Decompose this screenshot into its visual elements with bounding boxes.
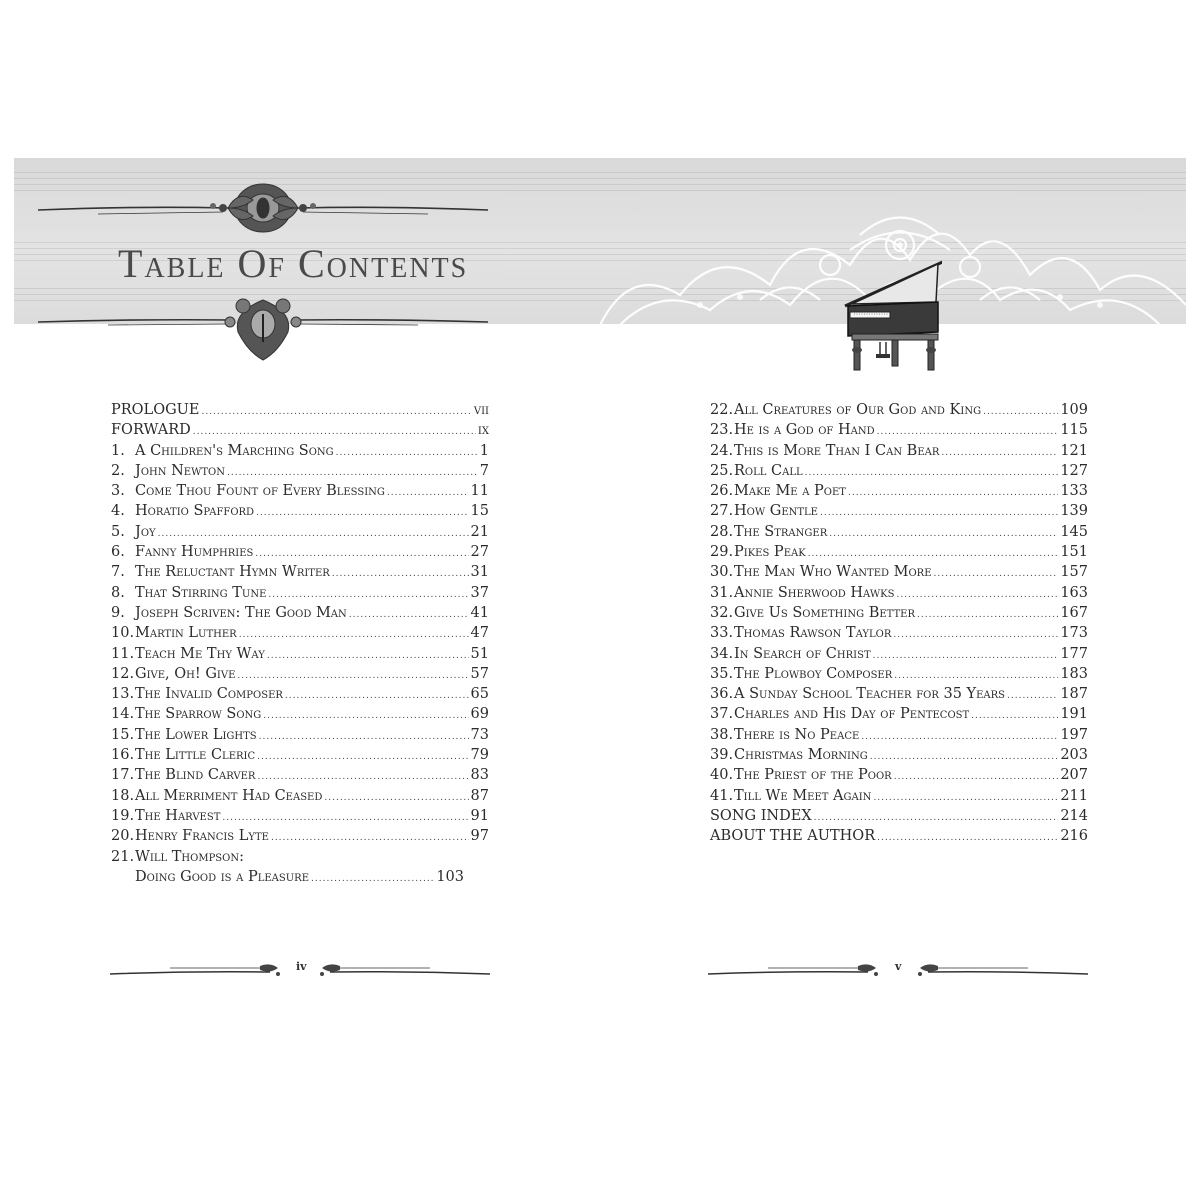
toc-entry[interactable] [710,420,1088,440]
dot-leader [257,747,468,767]
dot-leader [349,605,469,625]
toc-entry[interactable] [111,765,489,785]
toc-entry-title: A Children's Marching Song [135,442,334,459]
toc-entry-number: 28. [710,523,734,540]
toc-entry-page: 191 [1060,706,1088,723]
toc-entry[interactable] [710,481,1088,501]
toc-entry-number: 14. [111,706,135,723]
dot-leader [257,767,468,787]
toc-left-page [111,400,489,887]
toc-entry-title: Make Me a Poet [734,483,846,500]
toc-entry-page: 127 [1060,462,1088,479]
toc-entry-page: 103 [436,868,464,885]
toc-entry[interactable] [111,542,489,562]
dot-leader [1007,686,1058,706]
toc-entry-page: vii [473,402,489,418]
toc-entry[interactable] [710,806,1088,826]
toc-entry[interactable] [710,725,1088,745]
toc-entry-number: 22. [710,402,734,418]
toc-entry-number: 5. [111,523,125,540]
dot-leader [894,767,1059,787]
toc-entry-number: 30. [710,564,734,581]
dot-leader [877,828,1058,848]
toc-entry[interactable] [111,704,489,724]
toc-entry-title: Fanny Humphries [135,544,254,561]
dot-leader [263,706,468,726]
toc-entry-title: Will Thompson: [135,848,244,865]
dot-leader [870,747,1059,767]
dot-leader [814,808,1059,828]
toc-entry[interactable] [710,400,1088,420]
toc-entry-number: 10. [111,625,135,642]
toc-entry[interactable] [710,583,1088,603]
toc-entry-title: Henry Francis Lyte [135,828,269,845]
toc-entry-page: 214 [1060,807,1088,824]
dot-leader [311,869,434,889]
toc-entry-page: 65 [470,686,489,703]
toc-entry-number: 29. [710,544,734,561]
page-number-left: iv [296,960,307,973]
toc-entry-number: 23. [710,422,734,439]
toc-entry-page: 41 [470,604,489,621]
toc-entry[interactable] [111,522,489,542]
dot-leader [894,666,1058,686]
toc-entry-number: 24. [710,442,734,459]
toc-entry[interactable] [710,441,1088,461]
toc-entry-page: 203 [1060,747,1088,764]
dot-leader [877,422,1059,442]
toc-entry-title: All Merriment Had Ceased [135,787,323,804]
toc-entry-page: 177 [1060,645,1088,662]
toc-entry-page: 91 [470,807,489,824]
toc-entry[interactable] [710,664,1088,684]
toc-entry[interactable] [710,603,1088,623]
toc-entry[interactable] [710,684,1088,704]
toc-entry[interactable] [111,786,489,806]
filigree-ornament-icon [38,178,488,238]
dot-leader [227,463,478,483]
toc-entry-title: Annie Sherwood Hawks [734,584,895,601]
page-number-right: v [895,960,902,973]
toc-entry[interactable] [111,501,489,521]
toc-entry[interactable] [111,745,489,765]
toc-entry-number: 34. [710,645,734,662]
toc-entry-page: 87 [470,787,489,804]
toc-entry-title: ABOUT THE AUTHOR [710,828,876,845]
dot-leader [971,706,1058,726]
toc-entry-number: 35. [710,665,734,682]
grand-piano-icon [842,258,942,374]
dot-leader [829,524,1058,544]
toc-entry-title: The Priest of the Poor [734,767,892,784]
toc-entry[interactable] [111,644,489,664]
toc-entry[interactable] [710,826,1088,846]
toc-entry-page: 151 [1060,544,1088,561]
toc-entry[interactable] [111,826,489,846]
toc-entry[interactable] [111,461,489,481]
toc-entry-number: 1. [111,442,125,459]
toc-entry-title: Teach Me Thy Way [135,645,265,662]
toc-entry-title: Give Us Something Better [734,604,916,621]
toc-entry[interactable] [710,501,1088,521]
dot-leader [259,727,469,747]
toc-entry-title: This is More Than I Can Bear [734,442,940,459]
toc-entry-number: 33. [710,625,734,642]
toc-entry-number: 2. [111,462,125,479]
toc-entry-page: 207 [1060,767,1088,784]
toc-entry-page: 11 [470,483,489,500]
toc-entry[interactable] [710,745,1088,765]
toc-entry-number: 20. [111,828,135,845]
toc-entry[interactable] [710,522,1088,542]
dot-leader [934,564,1059,584]
toc-entry[interactable] [710,461,1088,481]
toc-entry-title: Christmas Morning [734,747,868,764]
toc-entry-title: Come Thou Fount of Every Blessing [135,483,385,500]
toc-entry-page: 21 [470,523,489,540]
toc-entry-number: 26. [710,483,734,500]
toc-entry-number: 15. [111,726,135,743]
toc-entry-title: Martin Luther [135,625,237,642]
toc-entry-page: 79 [470,747,489,764]
toc-entry-page: 15 [470,503,489,520]
toc-entry-title: The Man Who Wanted More [734,564,932,581]
toc-entry-title: The Plowboy Composer [734,665,893,682]
toc-entry-title: There is No Peace [734,726,860,743]
toc-entry-number: 11. [111,645,135,662]
toc-entry[interactable] [111,420,489,440]
dot-leader [808,544,1059,564]
toc-entry[interactable] [111,664,489,684]
toc-entry-number: 9. [111,604,125,621]
toc-right-page [710,400,1088,847]
dot-leader [983,402,1058,422]
toc-entry-page: 157 [1060,564,1088,581]
toc-entry[interactable] [710,765,1088,785]
toc-entry-page: 139 [1060,503,1088,520]
toc-entry-page: 37 [470,584,489,601]
toc-entry-page: 73 [470,726,489,743]
dot-leader [239,625,469,645]
toc-entry-title: Horatio Spafford [135,503,255,520]
toc-entry-number: 3. [111,483,125,500]
toc-entry-page: 31 [470,564,489,581]
toc-entry-page: 197 [1060,726,1088,743]
toc-entry-title: A Sunday School Teacher for 35 Years [734,686,1005,703]
dot-leader [805,463,1059,483]
toc-entry-number: 40. [710,767,734,784]
toc-entry-number: 37. [710,706,734,723]
toc-entry-page: 163 [1060,584,1088,601]
toc-entry-page: 173 [1060,625,1088,642]
toc-entry-title: The Little Cleric [135,747,256,764]
toc-entry-title: Charles and His Day of Pentecost [734,706,970,723]
toc-entry-title: Joy [135,523,156,540]
toc-entry-title: FORWARD [111,422,191,439]
toc-entry-number: 19. [111,807,135,824]
dot-leader [271,828,469,848]
dot-leader [387,483,469,503]
toc-entry-title: Give, Oh! Give [135,665,236,682]
toc-entry-title: The Harvest [135,807,221,824]
toc-entry-page: 7 [479,462,489,479]
toc-entry[interactable] [111,623,489,643]
toc-entry-number: 18. [111,787,135,804]
toc-entry-number: 21. [111,848,135,865]
toc-entry[interactable] [710,644,1088,664]
toc-entry[interactable] [710,542,1088,562]
toc-entry-page: 109 [1060,402,1088,418]
toc-entry-page: ix [477,422,489,439]
toc-entry-title: The Blind Carver [135,767,256,784]
dot-leader [893,625,1058,645]
toc-entry-page: 47 [470,625,489,642]
toc-entry-continuation[interactable] [111,867,464,887]
filigree-ornament-icon [38,292,488,362]
toc-entry-title: He is a God of Hand [734,422,875,439]
toc-entry-page: 167 [1060,604,1088,621]
dot-leader [332,564,469,584]
dot-leader [256,503,468,523]
toc-entry-title: The Invalid Composer [135,686,283,703]
toc-entry-page: 51 [470,645,489,662]
toc-entry-number: 38. [710,726,734,743]
toc-entry-page: 145 [1060,523,1088,540]
dot-leader [861,727,1058,747]
toc-entry[interactable] [111,562,489,582]
toc-entry[interactable] [111,847,489,867]
toc-entry-number: 27. [710,503,734,520]
toc-entry-page: 27 [470,544,489,561]
dot-leader [158,524,469,544]
dot-leader [285,686,469,706]
toc-entry-number: 17. [111,767,135,784]
toc-entry[interactable] [710,704,1088,724]
toc-entry[interactable] [111,806,489,826]
toc-entry[interactable] [710,786,1088,806]
dot-leader [237,666,468,686]
toc-entry-title: How Gentle [734,503,818,520]
toc-entry-page: 57 [470,665,489,682]
toc-entry-page: 1 [479,442,489,459]
toc-entry-number: 31. [710,584,734,601]
toc-entry-page: 133 [1060,483,1088,500]
dot-leader [873,646,1059,666]
toc-entry-number: 25. [710,462,734,479]
dot-leader [848,483,1058,503]
toc-entry-title: Roll Call [734,462,803,479]
toc-entry-page: 211 [1060,787,1088,804]
toc-entry-number: 4. [111,503,125,520]
dot-leader [222,808,468,828]
page-title: Table Of Contents [118,241,469,286]
toc-entry-page: 183 [1060,665,1088,682]
toc-entry-title: Pikes Peak [734,544,806,561]
toc-entry-title: Joseph Scriven: The Good Man [135,604,347,621]
toc-entry-number: 13. [111,686,135,703]
toc-entry-page: 115 [1060,422,1088,439]
toc-entry[interactable] [111,603,489,623]
toc-entry-number: 16. [111,747,135,764]
toc-entry-page: 83 [470,767,489,784]
toc-entry-number: 32. [710,604,734,621]
toc-entry-page: 121 [1060,442,1088,459]
toc-entry-title: The Lower Lights [135,726,257,743]
toc-entry-page: 216 [1060,828,1088,845]
toc-entry-page: 97 [470,828,489,845]
toc-entry-title: SONG INDEX [710,807,812,824]
dot-leader [324,788,468,808]
toc-entry-number: 12. [111,665,135,682]
dot-leader [896,585,1058,605]
toc-entry-title: Doing Good is a Pleasure [135,868,309,885]
toc-entry-title: The Stranger [734,523,828,540]
toc-entry[interactable] [710,623,1088,643]
toc-entry-page: 69 [470,706,489,723]
toc-entry[interactable] [111,725,489,745]
toc-entry-title: PROLOGUE [111,402,200,418]
toc-entry[interactable] [710,562,1088,582]
toc-entry[interactable] [111,684,489,704]
toc-entry-title: All Creatures of Our God and King [734,402,982,418]
toc-entry[interactable] [111,400,489,420]
dot-leader [873,788,1058,808]
dot-leader [941,443,1058,463]
toc-entry-number: 39. [710,747,734,764]
toc-entry-title: That Stirring Tune [135,584,267,601]
toc-entry[interactable] [111,583,489,603]
toc-entry-number: 8. [111,584,125,601]
toc-entry-title: The Sparrow Song [135,706,262,723]
dot-leader [201,402,471,422]
toc-entry-page: 187 [1060,686,1088,703]
toc-entry-number: 7. [111,564,125,581]
toc-entry-number: 36. [710,686,734,703]
toc-entry[interactable] [111,481,489,501]
dot-leader [268,585,468,605]
toc-entry-number: 6. [111,544,125,561]
dot-leader [267,646,469,666]
dot-leader [336,443,478,463]
dot-leader [255,544,468,564]
toc-entry-title: Till We Meet Again [734,787,872,804]
toc-entry-title: Thomas Rawson Taylor [734,625,892,642]
toc-entry-number: 41. [710,787,734,804]
toc-entry-title: The Reluctant Hymn Writer [135,564,330,581]
toc-entry-title: In Search of Christ [734,645,871,662]
dot-leader [820,503,1058,523]
toc-entry-title: John Newton [135,462,225,479]
dot-leader [917,605,1058,625]
toc-entry[interactable] [111,441,489,461]
dot-leader [193,422,476,442]
